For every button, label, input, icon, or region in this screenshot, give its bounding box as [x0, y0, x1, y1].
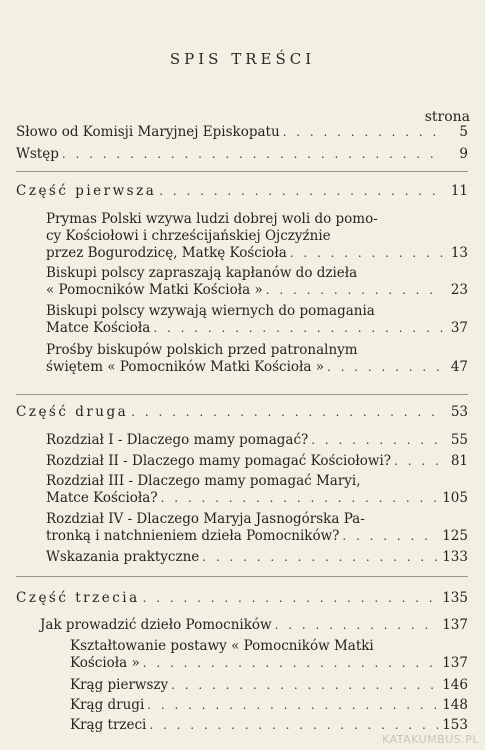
toc-entry: [40, 617, 468, 634]
dot-leader: [146, 717, 438, 734]
entry-page: 105: [442, 490, 468, 506]
entry-page: 53: [450, 404, 468, 420]
toc-part-heading: [16, 183, 468, 200]
entry-title: przez Bogurodzicę, Matkę Kościoła: [46, 245, 287, 261]
toc-entry: [16, 146, 468, 163]
toc-entry: [46, 211, 468, 262]
entry-page: 146: [442, 677, 468, 693]
toc-entry: [46, 342, 468, 376]
entry-page: 133: [442, 549, 468, 565]
toc-entry: [46, 432, 468, 449]
toc-entry: [46, 473, 468, 507]
page-title: SPIS TREŚCI: [169, 50, 316, 68]
toc-entry: [46, 265, 468, 299]
entry-page: 11: [450, 183, 468, 199]
entry-title-line: Rozdział III - Dlaczego mamy pomagać Maryi,: [46, 473, 361, 489]
dot-leader: [158, 490, 439, 507]
entry-title: Matce Kościoła?: [46, 490, 158, 506]
dot-leader: [308, 432, 444, 449]
part-title: Część druga: [16, 404, 129, 420]
entry-page: 9: [459, 146, 468, 162]
dot-leader: [339, 528, 438, 545]
entry-title: Krąg trzeci: [70, 717, 147, 733]
entry-page: 125: [442, 528, 468, 544]
entry-title-line: Prośby biskupów polskich przed patronalnym: [46, 342, 358, 358]
toc-entry: [46, 303, 468, 337]
dot-leader: [324, 359, 444, 376]
entry-page: 135: [442, 590, 468, 606]
entry-title: Wstęp: [16, 146, 59, 162]
dot-leader: [280, 124, 444, 141]
dot-leader: [272, 617, 439, 634]
entry-title-line: Prymas Polski wzywa ludzi dobrej woli do pomo-: [46, 211, 378, 227]
dot-leader: [140, 590, 439, 607]
entry-title: Matce Kościoła: [46, 320, 151, 336]
page-column-header: strona: [424, 109, 470, 125]
entry-title-line: Kształtowanie postawy « Pomocników Matki: [70, 638, 374, 654]
divider: [16, 394, 468, 395]
dot-leader: [144, 697, 438, 714]
entry-page: 148: [442, 697, 468, 713]
dot-leader: [156, 183, 444, 200]
dot-leader: [287, 245, 444, 262]
entry-page: 55: [450, 432, 468, 448]
toc-part-heading: [16, 590, 468, 607]
part-title: Część pierwsza: [16, 183, 157, 199]
toc-entry: [46, 549, 468, 566]
entry-page: 137: [442, 617, 468, 633]
dot-leader: [140, 655, 438, 672]
toc-entry: [46, 511, 468, 545]
entry-title: Rozdział II - Dlaczego mamy pomagać Kościołowi?: [46, 453, 392, 469]
entry-page: 81: [450, 453, 468, 469]
dot-leader: [263, 282, 444, 299]
dot-leader: [168, 677, 438, 694]
entry-page: 13: [450, 245, 468, 261]
entry-page: 47: [450, 359, 468, 375]
entry-title-line: Biskupi polscy zapraszają kapłanów do dzieła: [46, 265, 358, 281]
dot-leader: [59, 146, 444, 163]
toc-entry: [16, 124, 468, 141]
entry-title: Rozdział I - Dlaczego mamy pomagać?: [46, 432, 309, 448]
entry-title: Słowo od Komisji Maryjnej Episkopatu: [16, 124, 280, 140]
entry-title-line: cy Kościołowi i chrześcijańskiej Ojczyźnie: [46, 228, 331, 244]
toc-entry: [70, 677, 468, 694]
dot-leader: [150, 320, 444, 337]
toc-part-heading: [16, 404, 468, 421]
divider: [16, 171, 468, 172]
entry-title: Krąg drugi: [70, 697, 145, 713]
entry-title: Kościoła »: [70, 655, 140, 671]
toc-entry: [70, 638, 468, 672]
entry-page: 37: [450, 320, 468, 336]
toc-entry: [70, 697, 468, 714]
entry-page: 23: [450, 282, 468, 298]
dot-leader: [128, 404, 444, 421]
entry-title-line: Biskupi polscy wzywają wiernych do pomagania: [46, 303, 375, 319]
watermark: KATAKUMBUS.PL: [382, 733, 479, 746]
dot-leader: [391, 453, 444, 470]
entry-title-line: Rozdział IV - Dlaczego Maryja Jasnogórska Pa-: [46, 511, 365, 527]
entry-title: świętem « Pomocników Matki Kościoła »: [46, 359, 325, 375]
divider: [16, 576, 468, 577]
entry-title: Jak prowadzić dzieło Pomocników: [40, 617, 272, 633]
entry-page: 137: [442, 655, 468, 671]
entry-title: « Pomocników Matki Kościoła »: [46, 282, 263, 298]
part-title: Część trzecia: [16, 590, 140, 606]
toc-entry: [46, 453, 468, 470]
toc-entry: [70, 717, 468, 734]
entry-page: 5: [459, 124, 468, 140]
dot-leader: [199, 549, 438, 566]
entry-title: tronką i natchnieniem dzieła Pomocników?: [46, 528, 340, 544]
entry-page: 153: [442, 717, 468, 733]
entry-title: Wskazania praktyczne: [46, 549, 200, 565]
entry-title: Krąg pierwszy: [70, 677, 169, 693]
